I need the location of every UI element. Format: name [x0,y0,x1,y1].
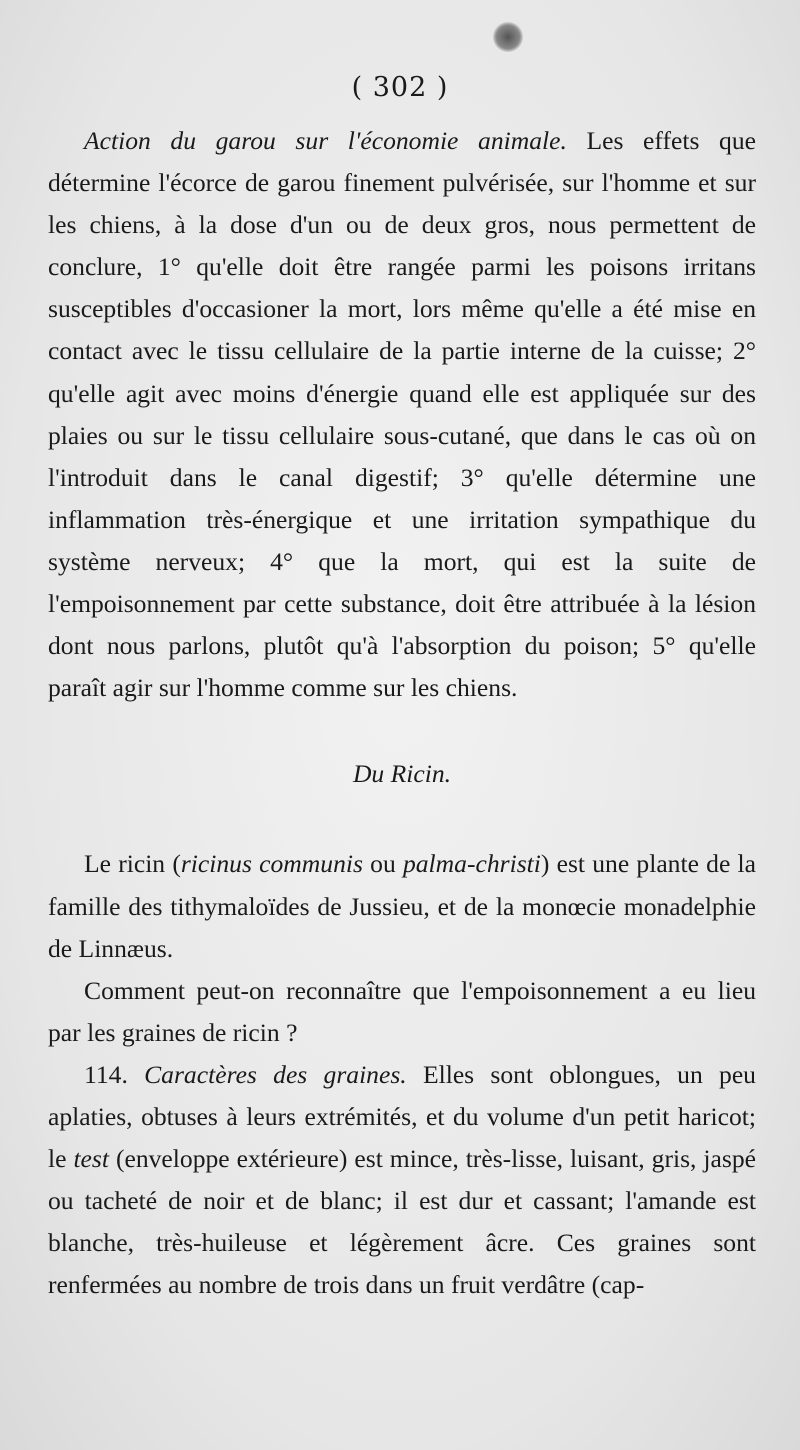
text-run: Le ricin ( [84,849,181,879]
text-run: Elles sont oblongues, un peu aplaties, obtuses à leurs extrémités, et du volume d'un petit haricot; le [48,1059,756,1174]
latin-name-ricinus: ricinus communis [180,849,363,879]
paragraph-ricin-intro [48,843,756,969]
text-run: ) est une plante de la famille des tithymaloïdes de Jussieu, et de la monœcie monadelphie de Linnæus. [48,849,756,963]
section-heading-ricin: Du Ricin. [352,759,452,789]
term-test: test [73,1144,109,1174]
page-body [48,120,756,1306]
latin-name-palma-christi: palma-christi [402,849,541,879]
section-title-garou: Action du garou sur l'économie animale. [84,126,567,155]
section-title-graines: Caractères des graines. [144,1059,407,1089]
paragraph-graines [48,1054,756,1307]
paragraph-garou-action [48,120,756,709]
text-run: (enveloppe extérieure) est mince, très-lisse, luisant, gris, jaspé ou tacheté de noir et de blanc; il est dur et cassant; l'amande est blanche, très-huileuse et légèrement âcre. Ces graines sont renfermées au nombre de trois dans un fruit verdâtre (cap- [48,1144,756,1300]
page-number: ( 302 ) [351,72,449,103]
paragraph-text: Les effets que détermine l'écorce de garou finement pulvérisée, sur l'homme et sur les chiens, à la dose d'un ou de deux gros, nous permettent de conclure, 1° qu'elle doit être rangée parmi les poisons irritans susceptibles d'occasioner la mort, lors même qu'elle a été mise en contact avec le tissu cellulaire de la partie interne de la cuisse; 2° qu'elle agit avec moins d'énergie quand elle est appliquée sur des plaies ou sur le tissu cellulaire sous-cutané, que dans le cas où on l'introduit dans le canal digestif; 3° qu'elle détermine une inflammation très-énergique et une irritation sympathique du système nerveux; 4° que la mort, qui est la suite de l'empoisonnement par cette substance, doit être attribuée à la lésion dont nous parlons, plutôt qu'à l'absorption du poison; 5° qu'elle paraît agir sur l'homme comme sur les chiens. [48,126,756,703]
ink-spot [493,22,523,52]
text-run: ou [362,849,403,879]
paragraph-question: Comment peut-on reconnaître que l'empoisonnement a eu lieu par les graines de ricin ? [48,975,756,1047]
section-number: 114. [84,1059,145,1089]
